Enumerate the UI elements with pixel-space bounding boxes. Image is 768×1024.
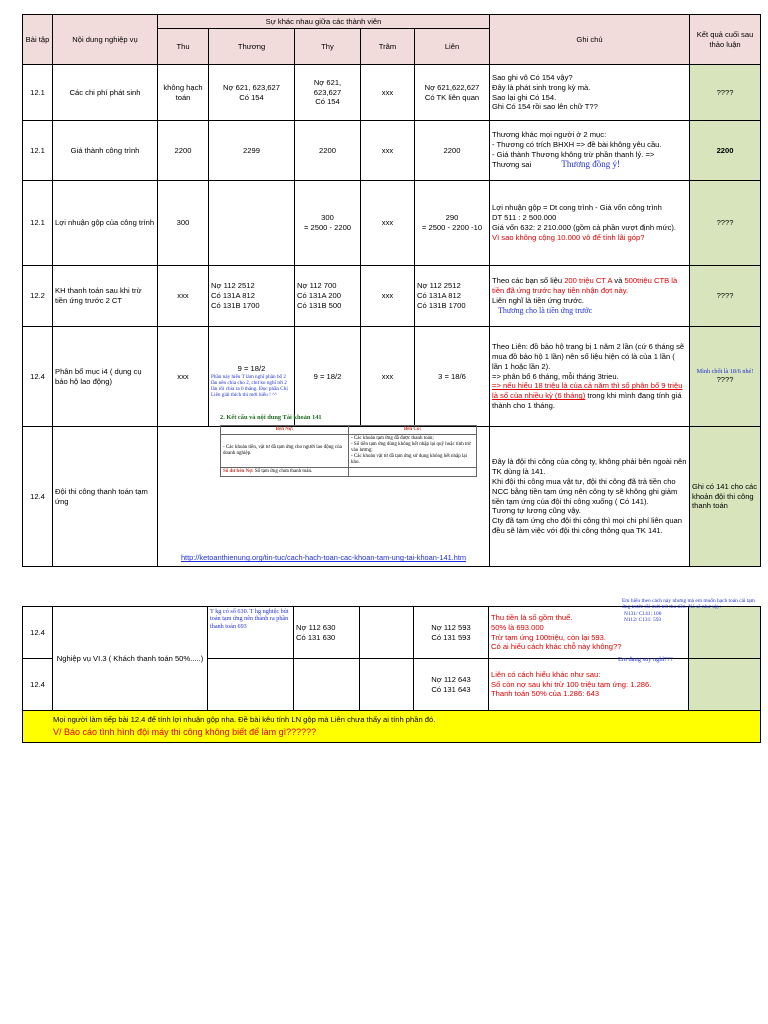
cell-thy [294, 659, 360, 711]
tk141-title: 2. Kết cấu và nội dung Tài khoản 141 [220, 414, 322, 421]
cell-ghi-chu [490, 266, 690, 327]
cell-thuong [209, 181, 295, 266]
value-text: ???? [716, 375, 734, 385]
note-text: Theo các bạn số liệu [492, 276, 565, 286]
note-text-red: 200 triệu CT A [564, 276, 613, 286]
cell-ket-qua: 2200 [690, 121, 761, 181]
cell-thy: 300 = 2500 - 2200 [295, 181, 361, 266]
tk141-embedded-image [214, 414, 482, 540]
note-line: Thương khác mọi người ở 2 mục: [492, 129, 607, 139]
note-line: Tương tự lương cũng vậy. [492, 506, 581, 516]
comment-thuong: Thương cho là tiền ứng trước [498, 305, 593, 315]
notice-line: Mọi người làm tiếp bài 12.4 để tính lợi nhuận gộp nha. Đề bài kêu tính LN gộp mà Liên chưa thấy ai tính phần đó. [53, 714, 436, 724]
note-line: Lợi nhuận gộp = Dt cong trình - Giá vốn công trình [492, 203, 662, 213]
note-line [492, 159, 687, 171]
cell-ket-qua: ???? [690, 266, 761, 327]
note-line: Cty đã tạm ứng cho đội thi công thì mọi chi phí liên quan đều sẽ làm việc với đội thi công thông qua TK 141. [492, 516, 682, 536]
note-line: Thanh toán 50% của 1.286: 643 [491, 689, 600, 699]
cell-tram: xxx [361, 181, 415, 266]
col-header-noi-dung: Nội dung nghiệp vụ [53, 15, 158, 65]
note-line [492, 276, 687, 296]
cell-bai: 12.4 [23, 327, 53, 427]
cell-thuong [208, 659, 294, 711]
tk141-so-du-text: Số tạm ứng chưa thanh toán. [253, 469, 313, 474]
cell-noi-dung: Giá thành công trình [53, 121, 158, 181]
cell-lien: 2200 [415, 121, 490, 181]
comment-line: N112/ C131: 593 [624, 617, 662, 624]
tk141-empty [349, 468, 477, 477]
second-table [22, 606, 761, 743]
comment-line: N131/ C141: 100 [624, 610, 662, 617]
comment-thuong-dong-y: Thương đồng ý! [561, 159, 620, 170]
tk141-ben-co: Bên Có: [349, 426, 477, 435]
floating-comment-lien [622, 598, 762, 624]
note-line: Theo Liên: đồ bảo hộ trang bị 1 năm 2 lần (cứ 6 tháng sẽ mua đồ bảo hộ 1 lần) nên số liệu hiện có là của 1 lần ( lần 1 hoặc lần 2). [492, 341, 685, 371]
cell-thu: 300 [158, 181, 209, 266]
note-line: Khi đội thi công mua vật tư, đội thi công đã trả tiền cho NCC bằng tiền tạm ứng nên công ty sẽ không ghi giảm tiền tạm ứng của đội thi công xuống ( Có 141). [492, 476, 678, 506]
col-header-bai-tap: Bài tập [23, 15, 53, 65]
cell-thy: Nợ 112 700 Có 131A 200 Có 131B 500 [295, 266, 361, 327]
notice-line-red: V/ Báo cáo tình hình đội máy thi công không biết để làm gì?????? [53, 726, 317, 737]
note-line: Liên có cách hiểu khác như sau: [491, 669, 601, 679]
note-line: => phân bổ 6 tháng, mỗi tháng 3trieu. [492, 371, 619, 381]
note-line: Số còn nợ sau khi trừ 100 triệu tạm ứng: 1.286. [491, 679, 652, 689]
note-line-red: Vì sao không cộng 10.000 vô để tính lãi góp? [492, 232, 645, 242]
comment-chot: Mình chốt là 18/6 nhé! [696, 367, 754, 375]
tk141-co-text: - Các khoản tạm ứng đã được thanh toán; - Số tiền tạm ứng dùng không hết nhập lại quỹ hoặc tính trừ vào lương; - Các khoản vật tư đã tạm ứng sử dụng không hết nhập lại kho. [349, 435, 477, 468]
cell-thuong: Nợ 621, 623,627 Có 154 [209, 65, 295, 121]
tk141-so-du-label: Số dư bên Nợ: [223, 469, 254, 474]
cell-tram: xxx [361, 65, 415, 121]
cell-ket-qua: ???? [690, 181, 761, 266]
cell-ghi-chu [490, 427, 690, 567]
cell-noi-dung: Lợi nhuận gộp của công trình [53, 181, 158, 266]
note-line: Sao ghi vô Có 154 vậy? [492, 72, 573, 82]
note-line: Ghi Có 154 rồi sao lên chữ T?? [492, 102, 598, 112]
col-header-ghi-chu: Ghi chú [490, 15, 690, 65]
note-line [492, 381, 687, 411]
comment-thuong: Phần này hiểu T làm nghĩ phân bổ 2 lần nên chia cho 2, chứ ko nghĩ tới 2 lần rồi chia ra 6 tháng. Đọc phần Chị Liên giải thích thì mới hiểu ! ^^ [211, 374, 288, 399]
cell-lien: 290 = 2500 - 2200 -10 [415, 181, 490, 266]
cell-ghi-chu [490, 327, 690, 427]
table-row [23, 65, 761, 121]
value-text: 9 = 18/2 [237, 363, 266, 373]
cell-ghi-chu [489, 659, 689, 711]
note-text: Thương sai [492, 160, 532, 170]
table-row [23, 327, 761, 427]
cell-tram: xxx [361, 121, 415, 181]
note-line: DT 511 : 2 500.000 [492, 213, 557, 223]
cell-lien: Nợ 112 2512 Có 131A 812 Có 131B 1700 [415, 266, 490, 327]
cell-noi-dung: KH thanh toán sau khi trừ tiền ứng trước 2 CT [53, 266, 158, 327]
comment-thuong: T kg có số 630. T hg nghiệc bút toán tạm ứng nên thành ra phần thanh toán 693 [210, 608, 289, 630]
col-header-ket-qua: Kết quả cuối sau thảo luận [690, 15, 761, 65]
cell-ghi-chu [490, 65, 690, 121]
table-row-notice [23, 711, 761, 743]
note-line: Giá vốn 632: 2 210.000 (gồm cả phần vượt định mức). [492, 223, 677, 232]
cell-bai: 12.1 [23, 121, 53, 181]
reference-link[interactable]: http://ketoanthienung.org/tin-tuc/cach-hach-toan-cac-khoan-tam-ung-tai-khoan-141.htm [180, 553, 467, 563]
cell-bai: 12.1 [23, 65, 53, 121]
cell-noi-dung: Các chi phí phát sinh [53, 65, 158, 121]
note-line: Sao lại ghi Có 154. [492, 92, 557, 102]
cell-tram [360, 607, 414, 659]
cell-noi-dung: Phân bổ mục i4 ( dụng cụ bảo hộ lao động) [53, 327, 158, 427]
note-line: Liên nghĩ là tiền ứng trước. [492, 295, 584, 305]
cell-ghi-chu [490, 181, 690, 266]
note-line: Có ai hiểu cách khác chỗ này không?? [491, 642, 622, 652]
col-header-thuong: Thương [209, 29, 295, 65]
note-text-red: 500triệu CTB là tiền đã ứng trước hay tiền nhận đợt này. [492, 276, 678, 295]
cell-thy: Nợ 621, 623,627 Có 154 [295, 65, 361, 121]
cell-lien: Nợ 112 643 Có 131 643 [414, 659, 489, 711]
tk141-table [220, 425, 477, 477]
note-line: Thu tiền là số gồm thuế. [491, 612, 573, 622]
cell-thu: xxx [158, 327, 209, 427]
table-row [23, 121, 761, 181]
note-line: Trừ tạm ứng 100triệu, còn lại 593. [491, 632, 606, 642]
note-line: Đây là đội thi công của công ty, không phải bên ngoài nên TK dùng là 141. [492, 457, 687, 476]
cell-bai: 12.4 [23, 659, 53, 711]
col-header-su-khac-nhau: Sự khác nhau giữa các thành viên [158, 15, 490, 29]
cell-ket-qua [689, 659, 761, 711]
cell-thuong: 2299 [209, 121, 295, 181]
cell-tram: xxx [361, 266, 415, 327]
cell-bai: 12.2 [23, 266, 53, 327]
notice-banner [23, 711, 761, 743]
cell-thy: 2200 [295, 121, 361, 181]
note-line: - Thương có trích BHXH => đề bài không yêu cầu. [492, 139, 662, 149]
cell-thy: Nợ 112 630 Có 131 630 [294, 607, 360, 659]
cell-bai: 12.4 [23, 607, 53, 659]
cell-thy: 9 = 18/2 [295, 327, 361, 427]
table-row [23, 181, 761, 266]
note-text: và [612, 276, 625, 286]
col-header-lien: Liên [415, 29, 490, 65]
table-row [23, 266, 761, 327]
cell-bai: 12.4 [23, 427, 53, 567]
cell-thuong [208, 607, 294, 659]
tk141-ben-no: Bên Nợ: [221, 426, 349, 435]
cell-thu: 2200 [158, 121, 209, 181]
floating-comment-suy-nghi: Em đang suy nghĩ??? [618, 656, 673, 663]
comment-line: Em hiểu theo cách này nhưng mà em muốn hạch toán cái tạm ứng trước rồi mới trừ thu tiền. Nó sẽ như vậy: [622, 598, 755, 611]
cell-lien: Nợ 112 593 Có 131 593 [414, 607, 489, 659]
cell-thu: không hạch toán [158, 65, 209, 121]
cell-thuong: Nợ 112 2512 Có 131A 812 Có 131B 1700 [209, 266, 295, 327]
cell-ghi-chu [490, 121, 690, 181]
tk141-no-text: - Các khoản tiền, vật tư đã tạm ứng cho người lao động của doanh nghiệp. [221, 435, 349, 468]
note-line: - Giá thành Thương không trừ phần thanh lý. => [492, 149, 655, 159]
cell-noi-dung: Đội thi công thanh toán tạm ứng [53, 427, 158, 567]
cell-thuong [209, 327, 295, 427]
cell-lien: Nợ 621,622,627 Có TK liên quan [415, 65, 490, 121]
note-text-red: => nếu hiểu 18 triệu là của cả năm thì số phân bổ 9 triệu là số của nhiều kỳ (6 tháng) [492, 381, 683, 401]
note-line: Đây là phát sinh trong kỳ mà. [492, 82, 591, 92]
col-header-thy: Thy [295, 29, 361, 65]
cell-tram: xxx [361, 327, 415, 427]
note-line: 50% là 693.000 [491, 622, 544, 632]
cell-bai: 12.1 [23, 181, 53, 266]
tk141-so-du [221, 468, 349, 477]
cell-ket-qua: Ghi có 141 cho các khoản đội thi công thanh toán [690, 427, 761, 567]
cell-thu: xxx [158, 266, 209, 327]
cell-noi-dung: Nghiệp vụ VI.3 ( Khách thanh toán 50%.....) [53, 607, 208, 711]
col-header-tram: Trâm [361, 29, 415, 65]
cell-tram [360, 659, 414, 711]
cell-lien: 3 = 18/6 [415, 327, 490, 427]
note-text: trong khi mình đang tính giá thành cho 1 tháng. [492, 391, 682, 411]
col-header-thu: Thu [158, 29, 209, 65]
cell-ket-qua [690, 327, 761, 427]
cell-ket-qua: ???? [690, 65, 761, 121]
